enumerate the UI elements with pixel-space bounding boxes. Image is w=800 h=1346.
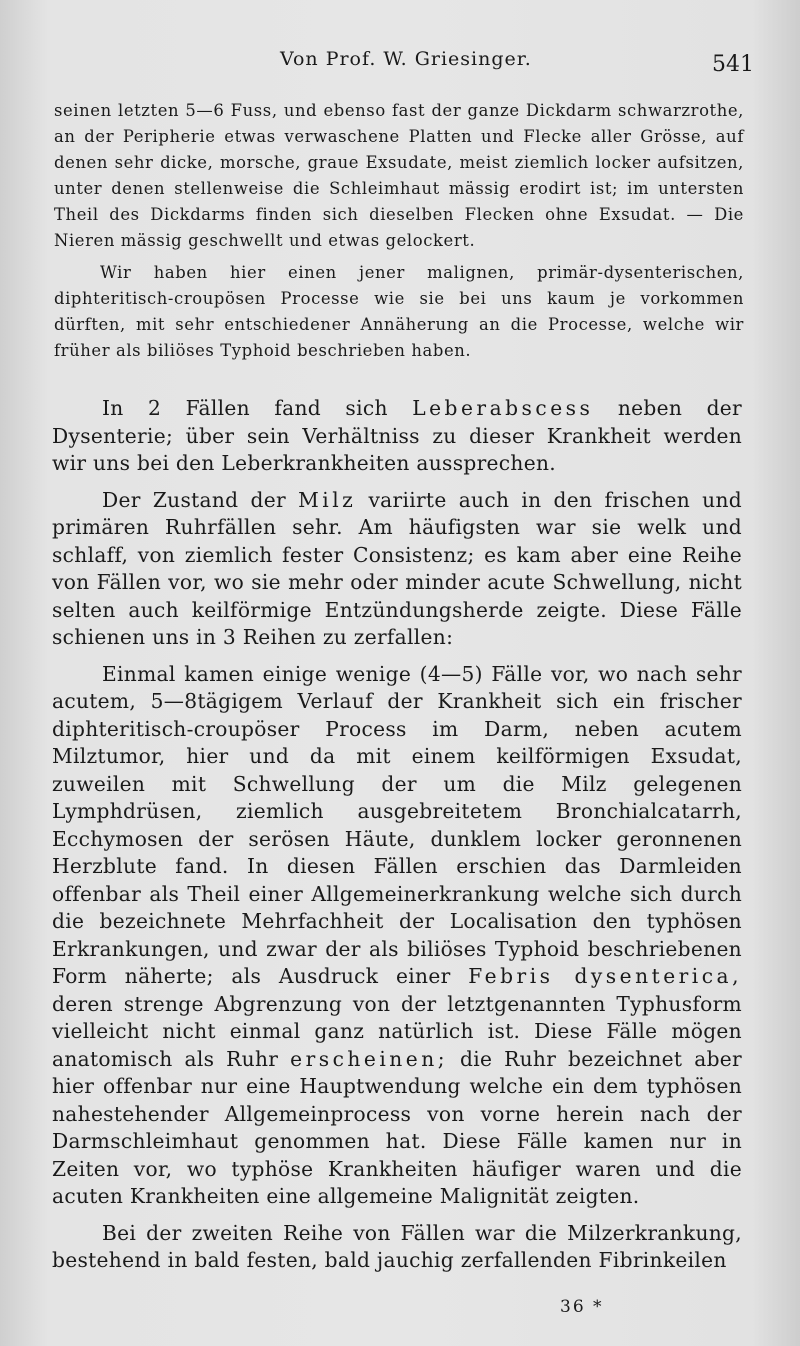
page-number: 541	[712, 52, 754, 77]
p2-after: variirte auch in den frischen und primären Ruhrfällen sehr. Am häufigsten war sie welk und schlaff, von ziemlich fester Consistenz; es kam aber eine Reihe von Fällen vor, wo sie mehr oder minder acute Schwellung, nicht selten auch keilförmige Entzündungsherde zeigte. Diese Fälle schienen uns in 3 Reihen zu zerfallen:	[52, 487, 743, 649]
p2-emphasis: Milz	[298, 487, 357, 512]
p3-emphasis-1: Febris dysenterica,	[468, 964, 743, 988]
p3-middle: deren strenge Abgrenzung von der letztgenannten Typhusform vielleicht nicht einmal ganz natürlich ist. Diese Fälle mögen anatomisch als Ruhr	[52, 991, 742, 1071]
small-paragraph-1: seinen letzten 5—6 Fuss, und ebenso fast der ganze Dickdarm schwarzrothe, an der Peripherie etwas verwaschene Platten und Flecke aller Grösse, auf denen sehr dicke, morsche, graue Exsudate, meist ziemlich locker aufsitzen, unter denen stellenweise die Schleimhaut mässig erodirt ist; im untersten Theil des Dickdarms finden sich dieselben Flecken ohne Exsudat. — Die Nieren mässig geschwellt und etwas gelockert.	[54, 101, 744, 250]
p3-after: die Ruhr bezeichnet aber hier offenbar nur eine Hauptwendung welche ein dem typhösen nahestehender Allgemeinprocess von vorne herein nach der Darmschleimhaut genommen hat. Diese Fälle kamen nur in Zeiten vor, wo typhöse Krankheiten häufiger waren und die acuten Krankheiten eine allgemeine Malignität zeigten.	[52, 1046, 742, 1208]
small-paragraph-2: Wir haben hier einen jener malignen, primär-dysenterischen, diphteritisch-croupösen Processe wie sie bei uns kaum je vorkommen dürften, mit sehr entschiedener Annäherung an die Processe, welche wir früher als biliöses Typhoid beschrieben haben.	[54, 263, 744, 360]
paragraph-leberabscess	[52, 395, 742, 478]
p3-before: Einmal kamen einige wenige (4—5) Fälle vor, wo nach sehr acutem, 5—8tägigem Verlauf der Krankheit sich ein frischer diphteritisch-croupöser Process im Darm, neben acutem Milztumor, hier und da mit einem keilförmigen Exsudat, zuweilen mit Schwellung der um die Milz gelegenen Lymphdrüsen, ziemlich ausgebreitetem Bronchialcatarrh, Ecchymosen der serösen Häute, dunklem locker geronnenen Herzblute fand. In diesen Fällen erschien das Darmleiden offenbar als Theil einer Allgemeinerkrankung welche sich durch die bezeichnete Mehrfachheit der Localisation den typhösen Erkrankungen, und zwar der als biliöses Typhoid beschriebenen Form näherte; als Ausdruck einer	[52, 661, 742, 988]
p3-emphasis-2: erscheinen;	[290, 1046, 449, 1071]
main-text-block	[52, 395, 742, 1284]
p1-after: neben der Dysenterie; über sein Verhältniss zu dieser Krankheit werden wir uns bei den Leberkrankheiten aussprechen.	[52, 396, 742, 475]
p1-before: In 2 Fällen fand sich	[102, 396, 388, 420]
paragraph-milz	[52, 487, 742, 652]
p2-before: Der Zustand der	[102, 487, 286, 512]
signature-mark: 36 *	[560, 1297, 604, 1317]
small-print-block	[54, 98, 744, 364]
running-head: Von Prof. W. Griesinger.	[280, 48, 532, 70]
paragraph-einmal	[52, 661, 742, 1211]
paragraph-zweite-reihe: Bei der zweiten Reihe von Fällen war die Milzerkrankung, bestehend in bald festen, bald jauchig zerfallenden Fibrinkeilen	[52, 1220, 742, 1272]
p1-emphasis: Leberabscess	[412, 396, 594, 420]
page-header	[52, 46, 754, 80]
